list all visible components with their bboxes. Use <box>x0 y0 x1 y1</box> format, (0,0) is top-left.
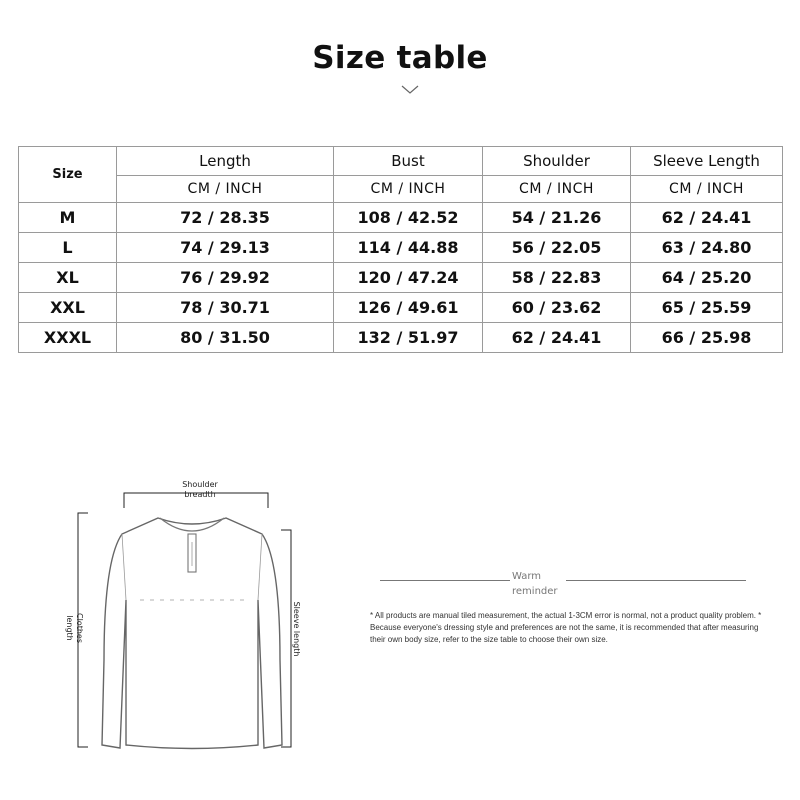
table-cell: 60 / 23.62 <box>483 293 631 323</box>
column-header-bust: Bust <box>334 147 483 176</box>
table-cell: 108 / 42.52 <box>334 203 483 233</box>
table-row <box>19 263 783 293</box>
table-row <box>19 233 783 263</box>
unit-label: CM / INCH <box>483 176 631 203</box>
size-cell: XXL <box>19 293 117 323</box>
column-header-length: Length <box>117 147 334 176</box>
page-title: Size table <box>312 40 488 76</box>
size-cell: XL <box>19 263 117 293</box>
size-cell: L <box>19 233 117 263</box>
size-table <box>18 146 783 353</box>
unit-label: CM / INCH <box>117 176 334 203</box>
table-cell: 76 / 29.92 <box>117 263 334 293</box>
table-cell: 65 / 25.59 <box>631 293 783 323</box>
table-cell: 78 / 30.71 <box>117 293 334 323</box>
table-cell: 132 / 51.97 <box>334 323 483 353</box>
sleeve-length-measure-line <box>281 530 291 747</box>
unit-label: CM / INCH <box>631 176 783 203</box>
table-cell: 72 / 28.35 <box>117 203 334 233</box>
unit-label: CM / INCH <box>334 176 483 203</box>
reminder-text: * All products are manual tiled measurement, the actual 1-3CM error is normal, not a product quality problem. * Because everyone's dressing style and preferences are not the same, it is recommended that after measuring their own body size, refer to the size table to choose their own size. <box>370 611 762 644</box>
table-cell: 58 / 22.83 <box>483 263 631 293</box>
table-row <box>19 323 783 353</box>
clothes-length-label: Clothes length <box>65 613 84 643</box>
sleeve-length-label: Sleeve length <box>292 601 301 657</box>
table-cell: 120 / 47.24 <box>334 263 483 293</box>
column-header-sleeve-length: Sleeve Length <box>631 147 783 176</box>
table-cell: 80 / 31.50 <box>117 323 334 353</box>
table-cell: 62 / 24.41 <box>631 203 783 233</box>
size-column-header: Size <box>19 147 117 203</box>
table-cell: 74 / 29.13 <box>117 233 334 263</box>
column-header-shoulder: Shoulder <box>483 147 631 176</box>
table-row <box>19 203 783 233</box>
table-cell: 63 / 24.80 <box>631 233 783 263</box>
chevron-down-icon <box>401 85 419 95</box>
table-cell: 62 / 24.41 <box>483 323 631 353</box>
table-cell: 54 / 21.26 <box>483 203 631 233</box>
size-cell: XXXL <box>19 323 117 353</box>
reminder-divider-left <box>380 580 510 581</box>
table-row <box>19 293 783 323</box>
shoulder-breadth-label: Shoulder breadth <box>182 480 218 499</box>
reminder-title: Warm reminder <box>512 571 558 597</box>
table-cell: 126 / 49.61 <box>334 293 483 323</box>
reminder-divider-right <box>566 580 746 581</box>
table-cell: 56 / 22.05 <box>483 233 631 263</box>
table-cell: 64 / 25.20 <box>631 263 783 293</box>
table-cell: 114 / 44.88 <box>334 233 483 263</box>
size-cell: M <box>19 203 117 233</box>
table-cell: 66 / 25.98 <box>631 323 783 353</box>
